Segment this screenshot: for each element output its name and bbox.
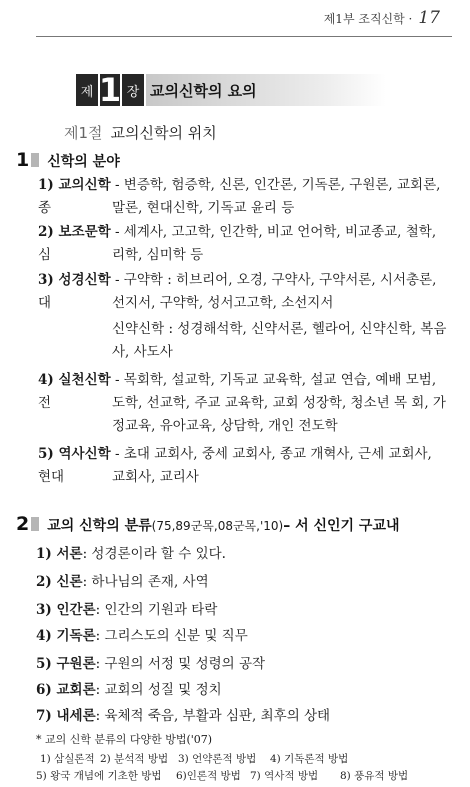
method-item: 1) 삼실론적 bbox=[40, 753, 95, 765]
item-label: 4) 실천신학 bbox=[38, 372, 111, 388]
item-text: : 성경론이라 할 수 있다. bbox=[82, 546, 226, 562]
item-label: 3) 인간론 bbox=[36, 602, 96, 618]
item-label: 3) 성경신학 bbox=[38, 272, 111, 288]
subsection-title: 교의 신학의 분류 bbox=[47, 518, 152, 534]
method-item: 7) 역사적 방법 bbox=[250, 770, 319, 782]
method-item: 3) 언약론적 방법 bbox=[178, 753, 257, 765]
method-item: 2) 분석적 방법 bbox=[100, 753, 169, 765]
page-number: 17 bbox=[418, 8, 440, 28]
item-continuation: 사, 사도사 bbox=[112, 344, 173, 360]
method-item: 4) 기독론적 방법 bbox=[270, 753, 349, 765]
item-label: 4) 기독론 bbox=[36, 628, 96, 644]
classification-item bbox=[36, 625, 248, 647]
chapter-number: 1 bbox=[98, 71, 122, 109]
item-label: 1) 서론 bbox=[36, 546, 83, 562]
item-text: - 목회학, 설교학, 기독교 교육학, 설교 연습, 예배 모범, 전 bbox=[38, 372, 437, 411]
header-rule bbox=[36, 36, 452, 37]
list-item bbox=[38, 443, 448, 489]
item-label: 1) 교의신학 bbox=[38, 177, 111, 193]
classification-item bbox=[36, 543, 226, 565]
item-label: 6) 교회론 bbox=[36, 682, 96, 698]
subsection-marker bbox=[31, 153, 39, 167]
item-label: 5) 구원론 bbox=[36, 656, 96, 672]
method-item: 8) 풍유적 방법 bbox=[340, 770, 409, 782]
item-text: : 육체적 죽음, 부활과 심판, 최후의 상태 bbox=[95, 708, 331, 724]
item-text: : 하나님의 존재, 사역 bbox=[82, 574, 209, 590]
classification-item bbox=[36, 599, 217, 621]
subsection-marker bbox=[31, 517, 39, 531]
section-number: 제1절 bbox=[64, 124, 103, 142]
item-text: : 구원의 서정 및 성령의 공작 bbox=[95, 656, 266, 672]
item-text: - 초대 교회사, 중세 교회사, 종교 개혁사, 근세 교회사, 현대 bbox=[38, 446, 432, 485]
item-text: - 세계사, 고고학, 인간학, 비교 언어학, 비교종교, 철학, 심 bbox=[38, 224, 437, 263]
item-label: 7) 내세론 bbox=[36, 708, 96, 724]
item-text: - 구약학 : 히브리어, 오경, 구약사, 구약서론, 시서총론, 대 bbox=[38, 272, 437, 311]
item-text: : 교회의 성질 및 정치 bbox=[95, 682, 222, 698]
chapter-pre: 제 bbox=[76, 74, 98, 106]
list-item bbox=[38, 221, 448, 267]
item-label: 2) 보조문학 bbox=[38, 224, 111, 240]
item-text: - 변증학, 험증학, 신론, 인간론, 기독론, 구원론, 교회론, 종 bbox=[38, 177, 441, 216]
part-label: 제1부 조직신학 · bbox=[323, 12, 413, 26]
chapter-title: 교의신학의 요의 bbox=[150, 82, 257, 100]
item-continuation: 교회사, 교리사 bbox=[112, 469, 199, 485]
subsection-heading-1 bbox=[16, 149, 120, 171]
item-continuation: 정교육, 유아교육, 상담학, 개인 전도학 bbox=[112, 418, 338, 434]
subsection-title: 신학의 분야 bbox=[47, 154, 120, 170]
mnemonic: – 서 신인기 구교내 bbox=[283, 518, 400, 534]
chapter-heading bbox=[76, 72, 386, 108]
method-item: 5) 왕국 개념에 기초한 방법 bbox=[36, 770, 162, 782]
item-label: 5) 역사신학 bbox=[38, 446, 111, 462]
item-continuation: 신약신학 : 성경해석학, 신약서론, 헬라어, 신약신학, 복음 bbox=[112, 321, 447, 337]
item-continuation: 리학, 심미학 등 bbox=[112, 247, 204, 263]
section-heading bbox=[64, 122, 217, 143]
classification-item bbox=[36, 679, 222, 701]
subsection-number: 1 bbox=[16, 149, 30, 171]
item-continuation: 말론, 현대신학, 기독교 윤리 등 bbox=[112, 200, 295, 216]
item-continuation: 도학, 선교학, 주교 교육학, 교회 성장학, 청소년 목 회, 가 bbox=[112, 395, 446, 411]
classification-item bbox=[36, 571, 209, 593]
item-text: : 그리스도의 신분 및 직무 bbox=[95, 628, 248, 644]
item-text: : 인간의 기원과 타락 bbox=[95, 602, 218, 618]
method-item: 6)인론적 방법 bbox=[176, 770, 241, 782]
section-title: 교의신학의 위치 bbox=[110, 124, 217, 142]
item-continuation: 선지서, 구약학, 성서고고학, 소선지서 bbox=[112, 295, 334, 311]
note-heading: * 교의 신학 분류의 다양한 방법('07) bbox=[36, 733, 213, 746]
running-header bbox=[324, 8, 440, 28]
item-label: 2) 신론 bbox=[36, 574, 83, 590]
classification-item bbox=[36, 705, 330, 727]
classification-item bbox=[36, 653, 265, 675]
exam-reference: (75,89군목,08군목,'10) bbox=[151, 519, 284, 533]
chapter-post: 장 bbox=[122, 74, 144, 106]
subsection-heading-2 bbox=[16, 513, 400, 535]
subsection-number: 2 bbox=[16, 513, 30, 535]
